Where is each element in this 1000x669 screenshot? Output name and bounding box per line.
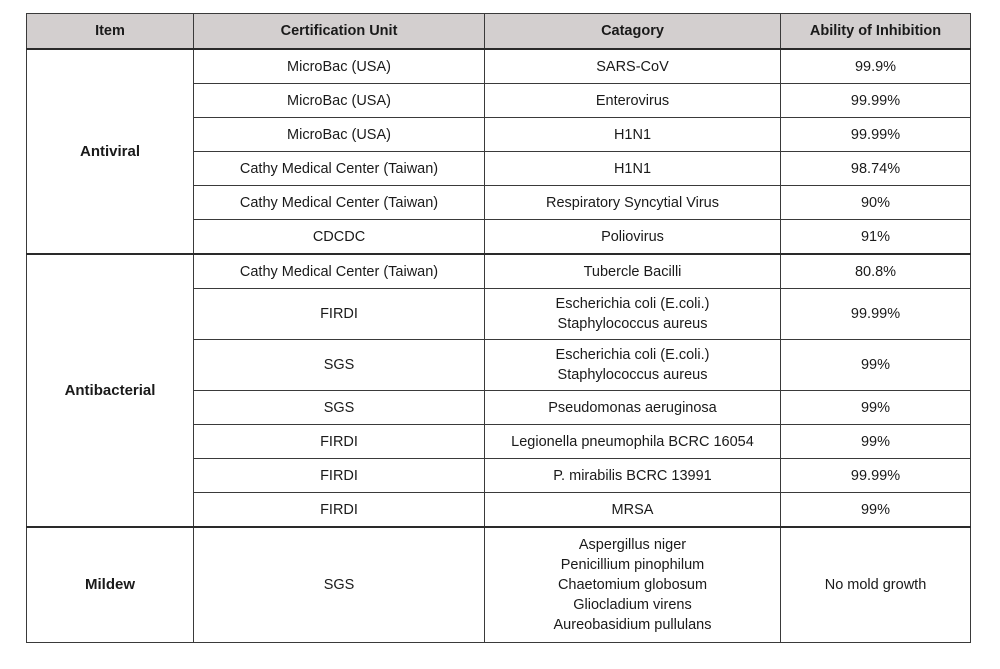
- cell-ability: 80.8%: [781, 254, 971, 289]
- cell-ability: 98.74%: [781, 152, 971, 186]
- cell-unit: MicroBac (USA): [194, 118, 485, 152]
- cell-category: [485, 254, 781, 289]
- header-ability-of-inhibition: Ability of Inhibition: [781, 14, 971, 50]
- category-line: P. mirabilis BCRC 13991: [553, 467, 712, 484]
- cell-category: [485, 340, 781, 391]
- cell-ability: 99.99%: [781, 289, 971, 340]
- cell-ability: 99%: [781, 493, 971, 528]
- table-header: [27, 14, 971, 50]
- category-line: Gliocladium virens: [573, 597, 692, 613]
- cell-ability: 99.99%: [781, 118, 971, 152]
- cell-unit: FIRDI: [194, 459, 485, 493]
- cell-ability: 99.9%: [781, 49, 971, 84]
- cell-ability: 99%: [781, 340, 971, 391]
- table-row: [27, 527, 971, 643]
- table-row: [27, 254, 971, 289]
- cell-unit: MicroBac (USA): [194, 84, 485, 118]
- table-row: [27, 49, 971, 84]
- cell-category: [485, 289, 781, 340]
- category-line: Aureobasidium pullulans: [553, 617, 712, 633]
- cell-category: [485, 49, 781, 84]
- header-row: [27, 14, 971, 50]
- cell-category: [485, 425, 781, 459]
- category-line: Pseudomonas aeruginosa: [548, 399, 717, 416]
- cell-category: [485, 391, 781, 425]
- category-line: Penicillium pinophilum: [560, 557, 705, 573]
- cell-ability: 99%: [781, 425, 971, 459]
- category-line: Tubercle Bacilli: [583, 263, 682, 280]
- cell-unit: Cathy Medical Center (Taiwan): [194, 254, 485, 289]
- cell-ability: 91%: [781, 220, 971, 255]
- category-line: Poliovirus: [601, 228, 664, 245]
- table-body: [27, 49, 971, 643]
- cell-category: [485, 220, 781, 255]
- header-certification-unit: Certification Unit: [194, 14, 485, 50]
- cell-category: [485, 527, 781, 643]
- group-label-antibacterial: Antibacterial: [27, 254, 194, 527]
- category-line: Escherichia coli (E.coli.): [555, 296, 710, 312]
- cell-unit: Cathy Medical Center (Taiwan): [194, 152, 485, 186]
- cell-unit: SGS: [194, 391, 485, 425]
- category-line: Aspergillus niger: [578, 537, 687, 553]
- cell-unit: Cathy Medical Center (Taiwan): [194, 186, 485, 220]
- category-line: H1N1: [613, 160, 652, 177]
- cell-category: [485, 152, 781, 186]
- category-line: Staphylococcus aureus: [557, 367, 708, 383]
- category-line: Staphylococcus aureus: [557, 316, 708, 332]
- category-line: Enterovirus: [595, 92, 670, 109]
- category-line: Escherichia coli (E.coli.): [555, 347, 710, 363]
- header-item: Item: [27, 14, 194, 50]
- cell-unit: SGS: [194, 527, 485, 643]
- cell-unit: FIRDI: [194, 425, 485, 459]
- cell-unit: FIRDI: [194, 289, 485, 340]
- certification-table-container: [26, 13, 970, 643]
- cell-category: [485, 118, 781, 152]
- category-line: Chaetomium globosum: [557, 577, 708, 593]
- cell-ability: 90%: [781, 186, 971, 220]
- group-label-antiviral: Antiviral: [27, 49, 194, 254]
- header-category: Catagory: [485, 14, 781, 50]
- category-line: H1N1: [613, 126, 652, 143]
- category-line: MRSA: [611, 501, 654, 518]
- cell-category: [485, 459, 781, 493]
- cell-unit: SGS: [194, 340, 485, 391]
- cell-category: [485, 84, 781, 118]
- category-line: Respiratory Syncytial Virus: [546, 194, 719, 211]
- cell-category: [485, 186, 781, 220]
- cell-category: [485, 493, 781, 528]
- category-line: SARS-CoV: [596, 58, 669, 75]
- cell-ability: 99.99%: [781, 459, 971, 493]
- cell-ability: No mold growth: [781, 527, 971, 643]
- cell-ability: 99%: [781, 391, 971, 425]
- cell-unit: FIRDI: [194, 493, 485, 528]
- cell-unit: CDCDC: [194, 220, 485, 255]
- certification-table: [26, 13, 971, 643]
- cell-ability: 99.99%: [781, 84, 971, 118]
- group-label-mildew: Mildew: [27, 527, 194, 643]
- cell-unit: MicroBac (USA): [194, 49, 485, 84]
- category-line: Legionella pneumophila BCRC 16054: [511, 433, 754, 450]
